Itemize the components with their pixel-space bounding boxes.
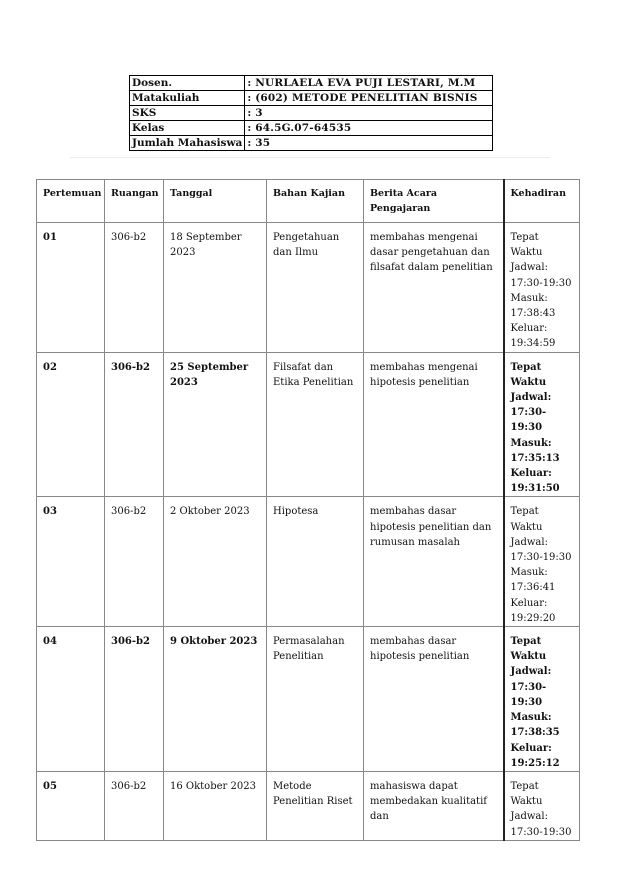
kehadiran-line: 17:38:43 bbox=[510, 308, 556, 320]
info-row-jumlah-mahasiswa bbox=[130, 136, 493, 151]
table-row bbox=[37, 627, 580, 772]
info-label: Matakuliah bbox=[130, 91, 245, 106]
divider bbox=[70, 157, 550, 158]
kehadiran-line: Jadwal: bbox=[510, 536, 548, 548]
kehadiran-line: 19:31:50 bbox=[510, 483, 560, 495]
cell-tanggal: 2 Oktober 2023 bbox=[164, 497, 267, 627]
kehadiran-line: Masuk: bbox=[510, 437, 552, 449]
kehadiran-line: Masuk: bbox=[510, 567, 548, 579]
kehadiran-line: 17:36:41 bbox=[510, 582, 556, 594]
table-row bbox=[37, 223, 580, 353]
cell-bahan-kajian: Permasalahan Penelitian bbox=[267, 627, 364, 772]
cell-bahan-kajian: Hipotesa bbox=[267, 497, 364, 627]
cell-berita-acara: membahas mengenai dasar pengetahuan dan filsafat dalam penelitian bbox=[364, 223, 504, 353]
kehadiran-line: 19:34:59 bbox=[510, 338, 556, 350]
kehadiran-line: 17:30-19:30 bbox=[510, 826, 572, 838]
table-row bbox=[37, 352, 580, 497]
info-row-dosen bbox=[130, 76, 493, 91]
kehadiran-line: 17:30-19:30 bbox=[510, 277, 572, 289]
info-row-sks bbox=[130, 106, 493, 121]
info-label: Kelas bbox=[130, 121, 245, 136]
kehadiran-line: Jadwal: bbox=[510, 392, 552, 404]
cell-kehadiran bbox=[504, 627, 580, 772]
cell-pertemuan: 04 bbox=[37, 627, 105, 772]
kehadiran-line: Tepat Waktu bbox=[510, 636, 547, 663]
cell-ruangan: 306-b2 bbox=[105, 627, 164, 772]
kehadiran-line: Tepat Waktu bbox=[510, 232, 543, 259]
kehadiran-line: 17:30-19:30 bbox=[510, 552, 572, 564]
kehadiran-line: 17:30-19:30 bbox=[510, 407, 547, 434]
cell-tanggal: 9 Oktober 2023 bbox=[164, 627, 267, 772]
header-ruangan: Ruangan bbox=[105, 180, 164, 223]
cell-pertemuan: 01 bbox=[37, 223, 105, 353]
cell-kehadiran bbox=[504, 497, 580, 627]
kehadiran-line: 17:38:35 bbox=[510, 727, 560, 739]
cell-ruangan: 306-b2 bbox=[105, 497, 164, 627]
cell-bahan-kajian: Pengetahuan dan Ilmu bbox=[267, 223, 364, 353]
cell-ruangan: 306-b2 bbox=[105, 352, 164, 497]
kehadiran-line: Jadwal: bbox=[510, 666, 552, 678]
info-row-matakuliah bbox=[130, 91, 493, 106]
info-label: SKS bbox=[130, 106, 245, 121]
table-header-row bbox=[37, 180, 580, 223]
cell-berita-acara: mahasiswa dapat membedakan kualitatif dan bbox=[364, 771, 504, 840]
header-bahan-kajian: Bahan Kajian bbox=[267, 180, 364, 223]
cell-ruangan: 306-b2 bbox=[105, 771, 164, 840]
kehadiran-line: Tepat Waktu bbox=[510, 780, 543, 808]
kehadiran-line: Keluar: bbox=[510, 742, 552, 754]
header-berita-acara: Berita Acara Pengajaran bbox=[364, 180, 504, 223]
table-row bbox=[37, 771, 580, 840]
cell-bahan-kajian: Metode Penelitian Riset bbox=[267, 771, 364, 840]
attendance-table bbox=[36, 179, 580, 841]
kehadiran-line: 19:25:12 bbox=[510, 757, 560, 769]
cell-berita-acara: membahas mengenai hipotesis penelitian bbox=[364, 352, 504, 497]
course-info-table bbox=[129, 75, 493, 151]
info-value: : 64.5G.07-64535 bbox=[245, 121, 493, 136]
header-tanggal: Tanggal bbox=[164, 180, 267, 223]
kehadiran-line: 17:35:13 bbox=[510, 452, 560, 464]
cell-kehadiran bbox=[504, 352, 580, 497]
cell-kehadiran bbox=[504, 771, 580, 840]
cell-berita-acara: membahas dasar hipotesis penelitian bbox=[364, 627, 504, 772]
kehadiran-line: Jadwal: bbox=[510, 262, 548, 274]
cell-pertemuan: 03 bbox=[37, 497, 105, 627]
kehadiran-line: Keluar: bbox=[510, 597, 548, 609]
cell-tanggal: 18 September 2023 bbox=[164, 223, 267, 353]
table-row bbox=[37, 497, 580, 627]
kehadiran-line: Masuk: bbox=[510, 292, 548, 304]
info-row-kelas bbox=[130, 121, 493, 136]
cell-pertemuan: 02 bbox=[37, 352, 105, 497]
kehadiran-line: Tepat Waktu bbox=[510, 361, 547, 388]
kehadiran-line: 17:30-19:30 bbox=[510, 681, 547, 708]
kehadiran-line: Keluar: bbox=[510, 323, 548, 335]
cell-tanggal: 16 Oktober 2023 bbox=[164, 771, 267, 840]
info-label: Jumlah Mahasiswa bbox=[130, 136, 245, 151]
kehadiran-line: Keluar: bbox=[510, 468, 552, 480]
info-value: : 3 bbox=[245, 106, 493, 121]
header-kehadiran: Kehadiran bbox=[504, 180, 580, 223]
cell-ruangan: 306-b2 bbox=[105, 223, 164, 353]
info-value: : 35 bbox=[245, 136, 493, 151]
info-label: Dosen. bbox=[130, 76, 245, 91]
kehadiran-line: 19:29:20 bbox=[510, 612, 556, 624]
cell-tanggal: 25 September 2023 bbox=[164, 352, 267, 497]
info-value: : NURLAELA EVA PUJI LESTARI, M.M bbox=[245, 76, 493, 91]
cell-kehadiran bbox=[504, 223, 580, 353]
cell-pertemuan: 05 bbox=[37, 771, 105, 840]
info-value: : (602) METODE PENELITIAN BISNIS bbox=[245, 91, 493, 106]
kehadiran-line: Masuk: bbox=[510, 712, 552, 724]
kehadiran-line: Tepat Waktu bbox=[510, 506, 543, 533]
kehadiran-line: Jadwal: bbox=[510, 811, 548, 823]
header-pertemuan: Pertemuan bbox=[37, 180, 105, 223]
cell-berita-acara: membahas dasar hipotesis penelitian dan rumusan masalah bbox=[364, 497, 504, 627]
cell-bahan-kajian: Filsafat dan Etika Penelitian bbox=[267, 352, 364, 497]
